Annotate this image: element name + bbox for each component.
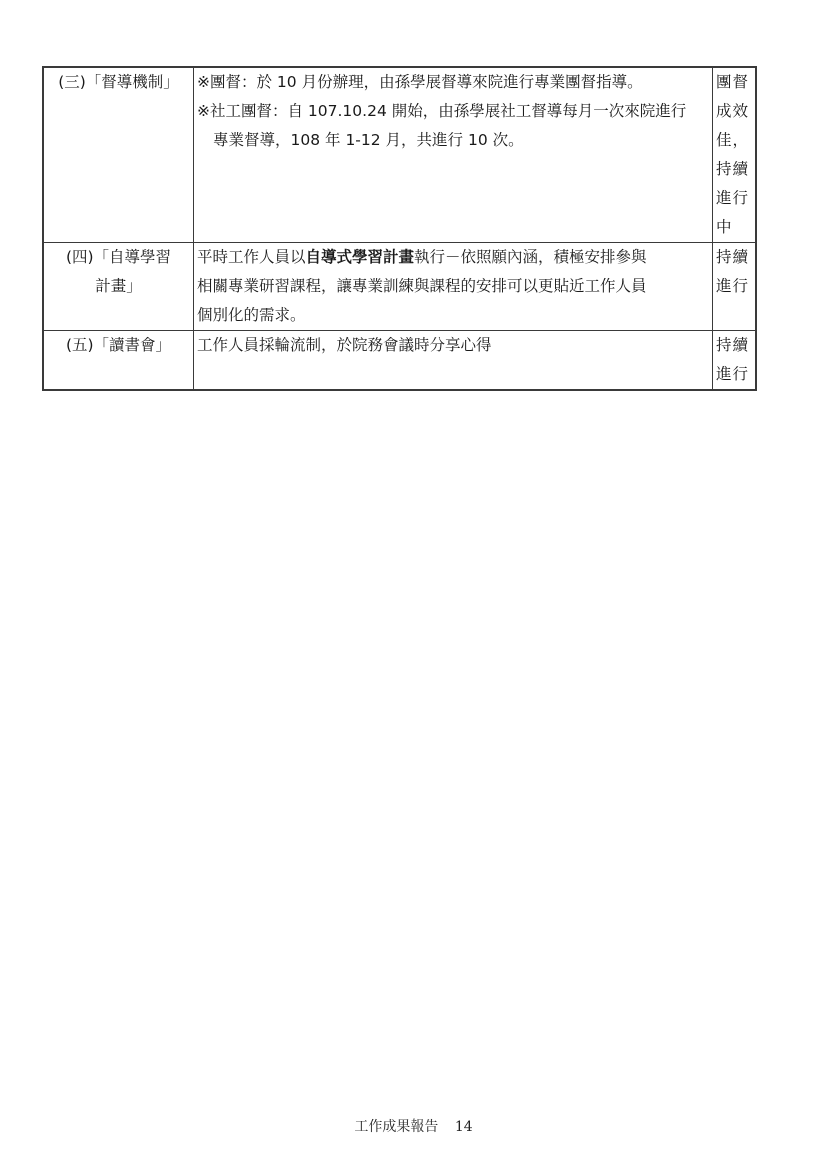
page-number: 14 — [454, 1119, 473, 1135]
description-text: 平時工作人員以 — [197, 248, 306, 266]
item-label: (三)「督導機制」 — [58, 73, 179, 91]
status-cell — [713, 331, 757, 391]
page-footer — [0, 1116, 827, 1136]
item-label: (五)「讀書會」 — [65, 336, 172, 354]
description-line: ※社工團督：自 107.10.24 開始，由孫學展社工督導每月一次來院進行 — [197, 102, 687, 120]
description-line — [197, 243, 709, 272]
description-line: 個別化的需求。 — [197, 306, 306, 324]
description-cell — [194, 331, 713, 391]
description-bold-text: 自導式學習計畫 — [305, 248, 415, 266]
description-line: 相關專業研習課程，讓專業訓練與課程的安排可以更貼近工作人員 — [197, 277, 647, 295]
table-row — [43, 67, 756, 243]
status-text: 持續進行 — [716, 248, 750, 295]
item-label: 計畫」 — [95, 277, 142, 295]
status-cell — [713, 243, 757, 331]
status-text: 團督成效佳，持續進行中 — [716, 73, 750, 236]
description-cell — [194, 243, 713, 331]
table-row — [43, 243, 756, 331]
table-row — [43, 331, 756, 391]
description-text: 執行－依照願內涵，積極安排參與 — [414, 248, 647, 266]
item-cell — [43, 331, 194, 391]
item-label: (四)「自導學習 — [65, 248, 172, 266]
status-cell — [713, 67, 757, 243]
description-line: 工作人員採輪流制，於院務會議時分享心得 — [197, 336, 492, 354]
item-cell — [43, 67, 194, 243]
description-line: 專業督導，108 年 1-12 月，共進行 10 次。 — [213, 131, 524, 149]
status-text: 持續進行 — [716, 336, 750, 383]
footer-title: 工作成果報告 — [354, 1119, 439, 1135]
report-table — [42, 66, 757, 391]
item-cell — [43, 243, 194, 331]
description-line: ※團督：於 10 月份辦理，由孫學展督導來院進行專業團督指導。 — [197, 73, 643, 91]
description-cell — [194, 67, 713, 243]
